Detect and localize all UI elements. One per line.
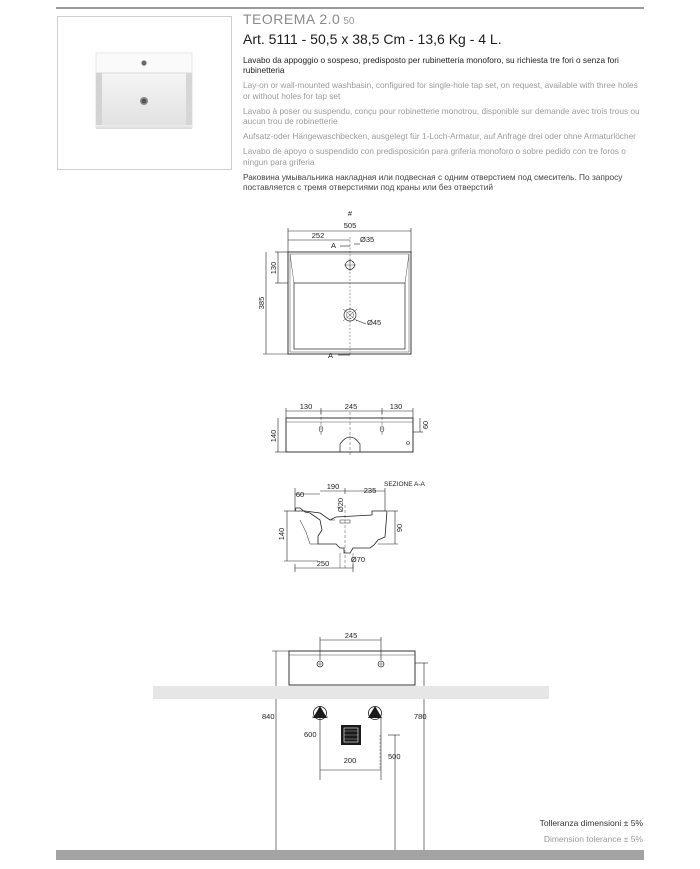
dim-back-depth: 130 xyxy=(269,261,278,275)
dim-section-90: 90 xyxy=(395,523,404,533)
description-ru: Раковина умывальника накладная или подвесная с одним отверстием под смеситель. По запросу поставляется с тремя отверстиями под краны или без отверстий xyxy=(243,171,623,193)
dim-section-d20: Ø20 xyxy=(336,497,345,513)
dim-section-140: 140 xyxy=(277,527,286,541)
countertop-band xyxy=(153,686,549,699)
dim-front-height: 140 xyxy=(269,429,278,443)
dim-section-250: 250 xyxy=(316,559,330,568)
dim-section-235: 235 xyxy=(363,486,377,495)
dim-supply-height: 600 xyxy=(304,730,317,739)
dim-half-width: 252 xyxy=(311,231,325,240)
description-en: Lay-on or wall-mounted washbasin, configured for single-hole tap set, on request, available with three holes or without holes for tap set xyxy=(243,80,638,101)
description-es: Lavabo de apoyo o suspendido con predisposición para griferia monoforo o sobre pedido con tre foros o ningun para griferia xyxy=(243,146,626,167)
section-mark-bottom: A xyxy=(328,351,334,360)
dim-section-d70: Ø70 xyxy=(350,555,366,564)
dim-drain-hole: Ø45 xyxy=(367,318,382,327)
dim-section-60: 60 xyxy=(295,490,305,499)
description-fr: Lavabo à poser ou suspendu, conçu pour robinetterie monotrou, disponible sur demande avec trois trous ou aucun trou de robinetterie xyxy=(243,105,640,127)
dim-right-offset: 130 xyxy=(389,402,403,411)
dim-hole-spacing: 245 xyxy=(344,402,358,411)
installation-drawing xyxy=(140,637,428,850)
dim-bracket-height: 780 xyxy=(414,712,427,721)
dim-waste-height: 500 xyxy=(388,752,401,761)
tolerance-en: Dimension tolerance ± 5% xyxy=(543,834,643,844)
dim-hole-height: 60 xyxy=(421,420,430,430)
front-view-drawing xyxy=(275,408,423,456)
dim-tap-hole: Ø35 xyxy=(360,235,375,244)
series-name: TEOREMA 2.0 xyxy=(243,11,341,27)
article-line: Art. 5111 - 50,5 x 38,5 Cm - 13,6 Kg - 4 L. xyxy=(243,31,502,47)
bottom-rule xyxy=(56,850,644,860)
dim-left-offset: 130 xyxy=(299,402,313,411)
series-size: 50 xyxy=(343,16,355,27)
top-view-mark: # xyxy=(347,209,353,218)
dim-section-190: 190 xyxy=(326,482,340,491)
section-title: SEZIONE A-A xyxy=(384,481,425,488)
dim-rim-height: 840 xyxy=(262,712,275,721)
dim-fix-spacing: 245 xyxy=(344,631,358,640)
section-mark-top: A xyxy=(331,241,337,250)
tolerance-it: Tolleranza dimensioni ± 5% xyxy=(539,818,643,828)
description-it: Lavabo da appoggio o sospeso, predisposto per rubinetteria monoforo, su richiesta tre fori o senza fori rubinetteria xyxy=(243,55,619,76)
dim-supply-spacing: 200 xyxy=(343,756,357,765)
description-de: Aufsatz-oder Hängewaschbecken, ausgelegt für 1-Loch-Armatur, auf Anfrage drei oder ohne Armaturlöcher xyxy=(243,131,636,142)
dim-width: 505 xyxy=(343,221,357,230)
dim-depth: 385 xyxy=(257,296,266,310)
top-view-drawing xyxy=(263,228,411,356)
installation-fittings xyxy=(313,706,382,745)
